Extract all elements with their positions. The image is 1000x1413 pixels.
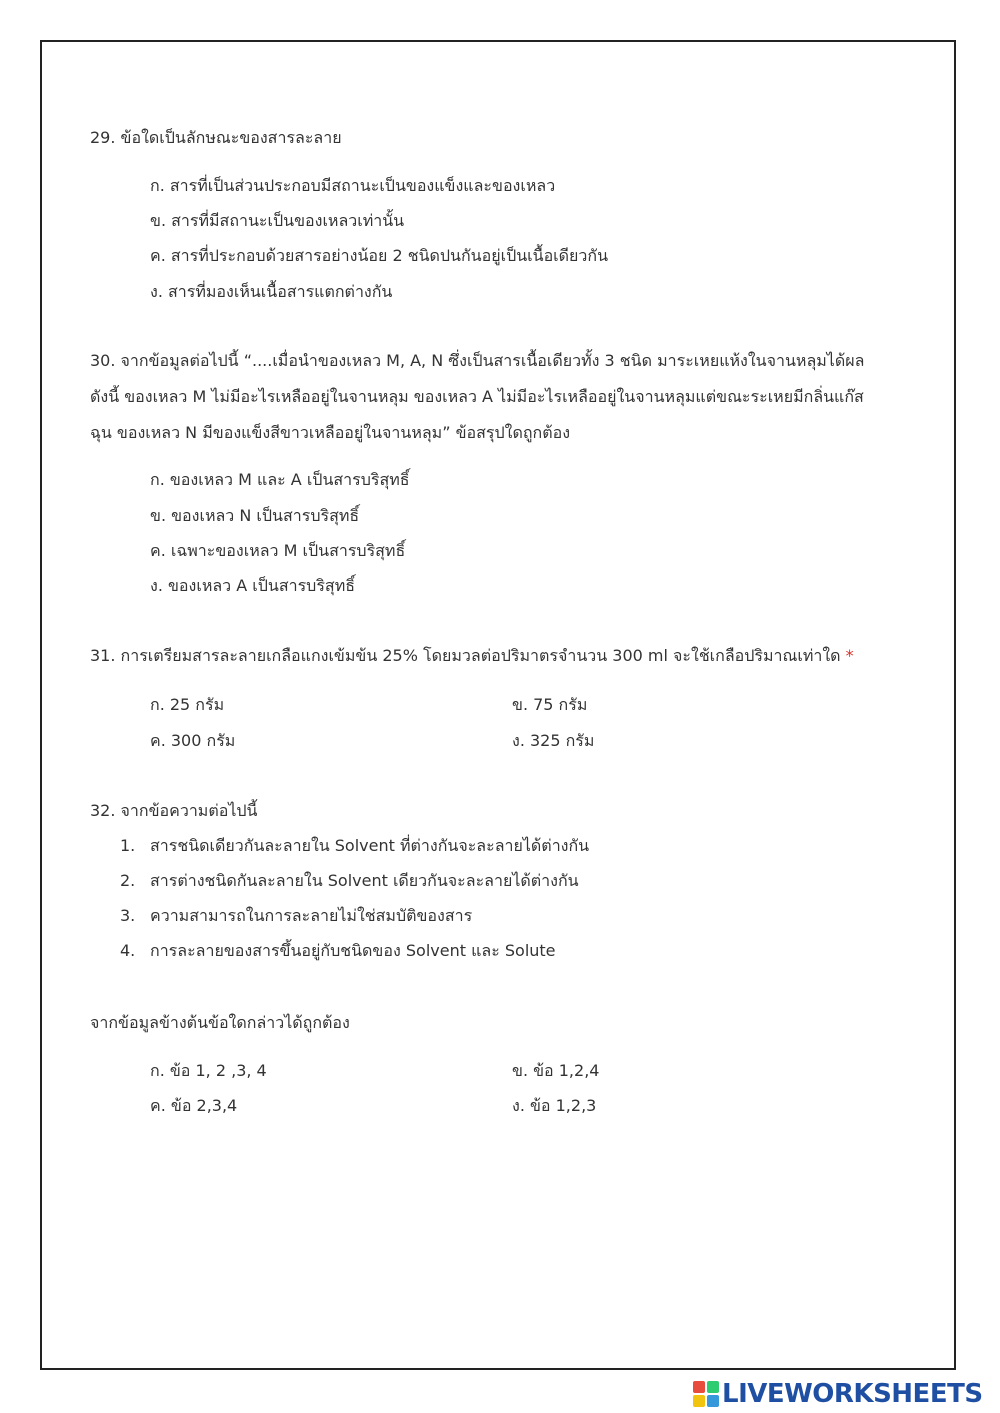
q32-option-d[interactable]: ง. ข้อ 1,2,3 <box>512 1096 597 1115</box>
q31-option-c[interactable]: ค. 300 กรัม <box>150 731 236 750</box>
q29-option-b[interactable]: ข. สารที่มีสถานะเป็นของเหลวเท่านั้น <box>150 211 405 230</box>
liveworksheets-logo-icon <box>693 1381 719 1407</box>
q32-statement-2-number: 2. <box>120 871 136 890</box>
q32-statement-4: การละลายของสารขึ้นอยู่กับชนิดของ Solvent และ Solute <box>150 941 556 960</box>
q29-option-a[interactable]: ก. สารที่เป็นส่วนประกอบมีสถานะเป็นของแข็งและของเหลว <box>150 176 556 195</box>
q32-prompt: จากข้อมูลข้างต้นข้อใดกล่าวได้ถูกต้อง <box>90 1013 350 1032</box>
q31-question-row <box>90 646 854 666</box>
liveworksheets-logo <box>693 1378 983 1410</box>
q29-question: 29. ข้อใดเป็นลักษณะของสารละลาย <box>90 128 342 147</box>
q32-statement-1: สารชนิดเดียวกันละลายใน Solvent ที่ต่างกันจะละลายได้ต่างกัน <box>150 836 590 855</box>
q30-option-b[interactable]: ข. ของเหลว N เป็นสารบริสุทธิ์ <box>150 506 360 525</box>
q32-option-c[interactable]: ค. ข้อ 2,3,4 <box>150 1096 238 1115</box>
q30-question-line-1: 30. จากข้อมูลต่อไปนี้ “....เมื่อนำของเหลว M, A, N ซึ่งเป็นสารเนื้อเดียวทั้ง 3 ชนิด มาระเหยแห้งในจานหลุมได้ผล <box>90 351 865 370</box>
q32-statement-1-number: 1. <box>120 836 136 855</box>
q31-option-a[interactable]: ก. 25 กรัม <box>150 695 225 714</box>
q32-statement-3: ความสามารถในการละลายไม่ใช่สมบัติของสาร <box>150 906 473 925</box>
q32-statement-2: สารต่างชนิดกันละลายใน Solvent เดียวกันจะละลายได้ต่างกัน <box>150 871 579 890</box>
q31-option-b[interactable]: ข. 75 กรัม <box>512 695 588 714</box>
q30-option-a[interactable]: ก. ของเหลว M และ A เป็นสารบริสุทธิ์ <box>150 470 410 489</box>
q30-option-d[interactable]: ง. ของเหลว A เป็นสารบริสุทธิ์ <box>150 576 355 595</box>
q30-question-line-3: ฉุน ของเหลว N มีของแข็งสีขาวเหลืออยู่ในจานหลุม” ข้อสรุปใดถูกต้อง <box>90 423 571 442</box>
q32-question: 32. จากข้อความต่อไปนี้ <box>90 801 258 820</box>
q31-option-d[interactable]: ง. 325 กรัม <box>512 731 595 750</box>
required-asterisk: * <box>845 646 854 665</box>
q31-question: 31. การเตรียมสารละลายเกลือแกงเข้มข้น 25% โดยมวลต่อปริมาตรจำนวน 300 ml จะใช้เกลือปริมาณเท่าใด <box>90 646 841 665</box>
q29-option-d[interactable]: ง. สารที่มองเห็นเนื้อสารแตกต่างกัน <box>150 282 393 301</box>
q29-option-c[interactable]: ค. สารที่ประกอบด้วยสารอย่างน้อย 2 ชนิดปนกันอยู่เป็นเนื้อเดียวกัน <box>150 246 609 265</box>
q32-option-a[interactable]: ก. ข้อ 1, 2 ,3, 4 <box>150 1061 267 1080</box>
liveworksheets-logo-text: LIVEWORKSHEETS <box>722 1379 983 1409</box>
q32-option-b[interactable]: ข. ข้อ 1,2,4 <box>512 1061 600 1080</box>
q32-statement-4-number: 4. <box>120 941 136 960</box>
q30-option-c[interactable]: ค. เฉพาะของเหลว M เป็นสารบริสุทธิ์ <box>150 541 406 560</box>
q32-statement-3-number: 3. <box>120 906 136 925</box>
q30-question-line-2: ดังนี้ ของเหลว M ไม่มีอะไรเหลืออยู่ในจานหลุม ของเหลว A ไม่มีอะไรเหลืออยู่ในจานหลุมแต่ขณะระเหยมีกลิ่นแก๊ส <box>90 387 864 406</box>
